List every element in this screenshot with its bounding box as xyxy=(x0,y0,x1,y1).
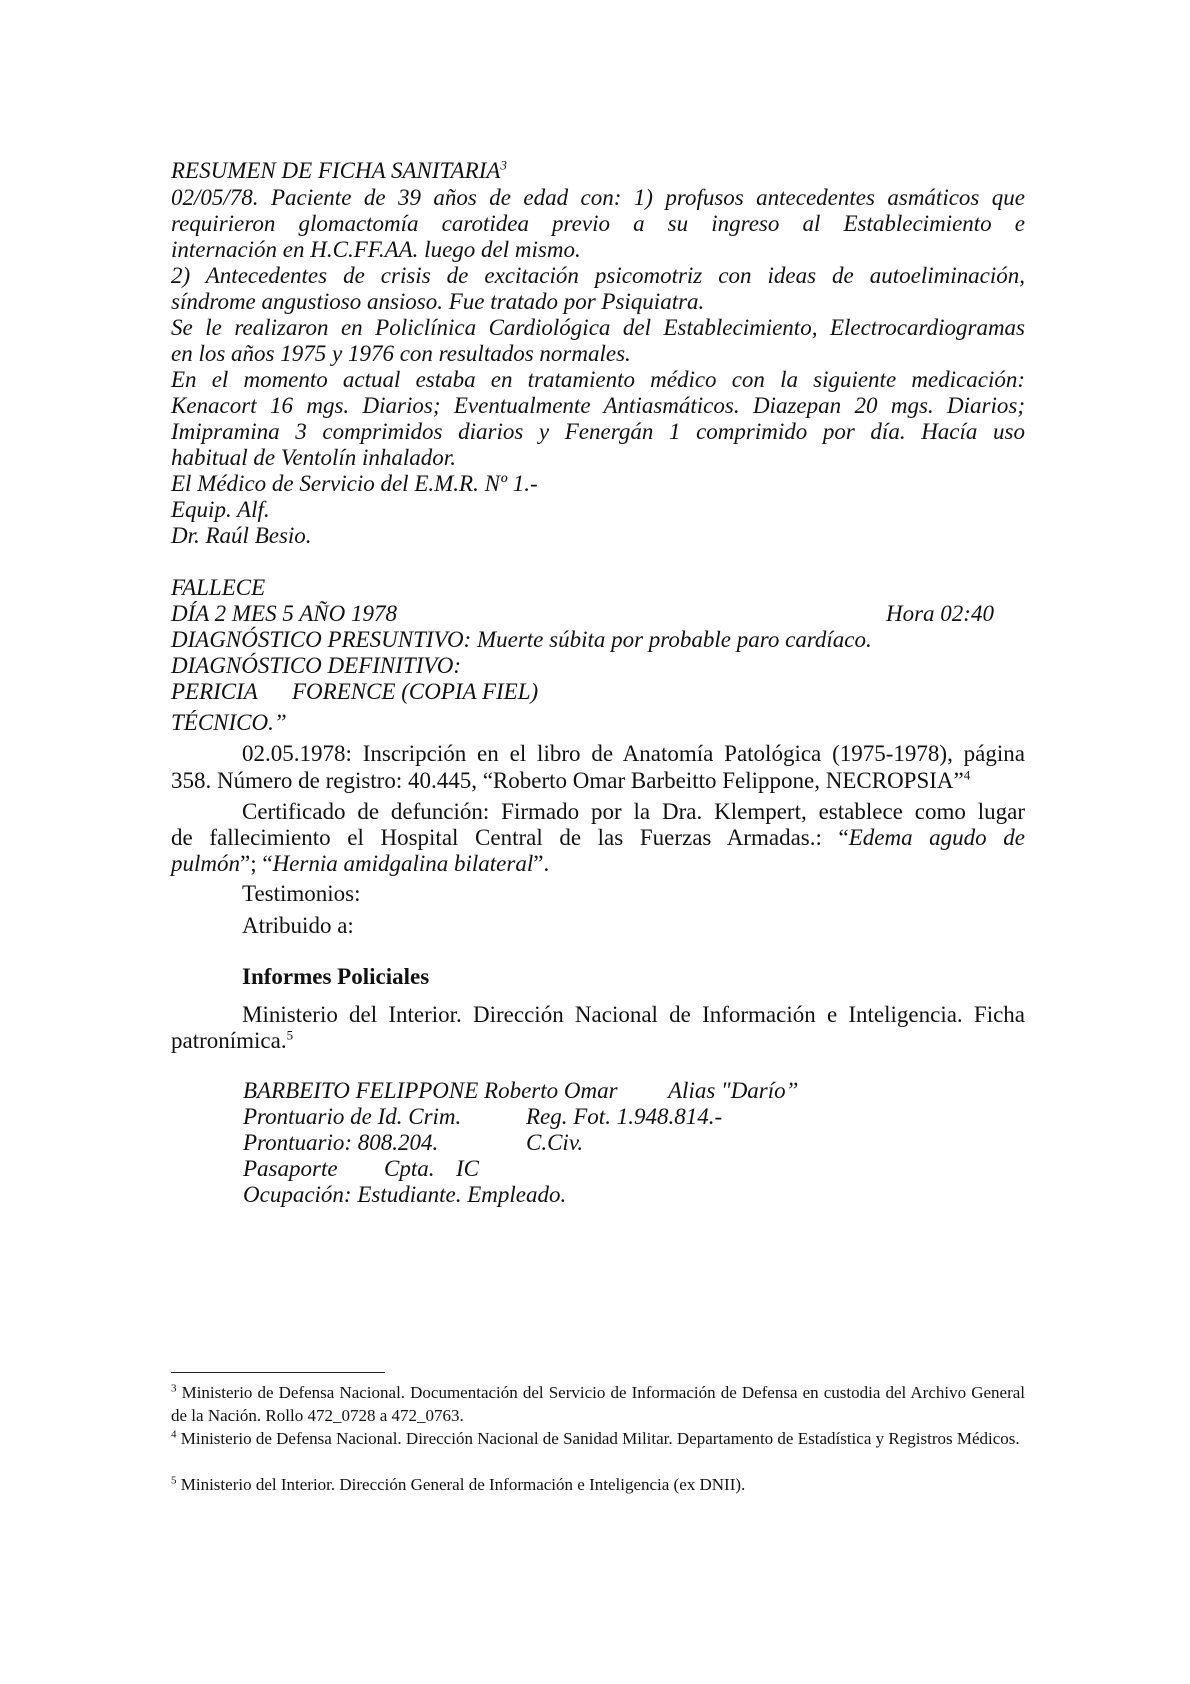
ficha-pasaporte: Pasaporte xyxy=(243,1156,338,1181)
fallece-time: Hora 02:40 xyxy=(886,601,994,626)
ficha-p2-line1: 2) Antecedentes de crisis de excitación psicomotriz con ideas de autoeliminación, xyxy=(171,263,1025,288)
footnote-5: $^5$ Ministerio del Interior. Dirección General de Información e Inteligencia (ex DNII). xyxy=(171,1474,746,1494)
certificado-line1: Certificado de defunción: Firmado por la Dra. Klempert, establece como lugar xyxy=(242,799,1025,824)
ficha-p4-line4: habitual de Ventolín inhalador. xyxy=(171,445,456,470)
ficha-cpta: Cpta. xyxy=(384,1156,435,1181)
diagnostico-presuntivo: DIAGNÓSTICO PRESUNTIVO: Muerte súbita por probable paro cardíaco. xyxy=(171,627,872,652)
ficha-p2-line2: síndrome angustioso ansioso. Fue tratado por Psiquiatra. xyxy=(171,289,705,314)
fallece-date: DÍA 2 MES 5 AÑO 1978 xyxy=(171,601,397,626)
footnote-ref-5: 5 xyxy=(286,1027,294,1043)
signature-line-1: El Médico de Servicio del E.M.R. Nº 1.- xyxy=(171,471,538,496)
tecnico-text: TÉCNICO.” xyxy=(171,710,287,735)
ministerio-line2: patronímica.$^5$ xyxy=(171,1027,294,1053)
ficha-name: BARBEITO FELIPPONE Roberto Omar xyxy=(243,1078,618,1103)
ficha-alias: Alias "Darío” xyxy=(668,1078,799,1103)
pericia-label: PERICIA xyxy=(171,679,258,704)
ficha-p4-line1: En el momento actual estaba en tratamiento médico con la siguiente medicación: xyxy=(171,367,1025,392)
ficha-prontuario-id: Prontuario de Id. Crim. xyxy=(243,1104,462,1129)
pericia-text: FORENCE (COPIA FIEL) xyxy=(292,679,539,704)
ficha-reg-fot: Reg. Fot. 1.948.814.- xyxy=(526,1104,723,1129)
ficha-cciv: C.Civ. xyxy=(526,1130,584,1155)
signature-line-2: Equip. Alf. xyxy=(171,497,270,522)
footnote-ref-3: 3 xyxy=(500,157,507,173)
ficha-p1-line1: 02/05/78. Paciente de 39 años de edad con: 1) profusos antecedentes asmáticos que xyxy=(171,185,1025,210)
ficha-prontuario: Prontuario: 808.204. xyxy=(243,1130,439,1155)
informes-heading: Informes Policiales xyxy=(242,964,430,989)
fallece-heading: FALLECE xyxy=(171,575,266,600)
testimonios-label: Testimonios: xyxy=(242,881,361,906)
ficha-p1-line2: requirieron glomactomía carotidea previo a su ingreso al Establecimiento e xyxy=(171,211,1025,236)
inscripcion-line2: 358. Número de registro: 40.445, “Roberto Omar Barbeitto Felippone, NECROPSIA”$^4$ xyxy=(171,767,971,793)
footnote-3: $^3$ Ministerio de Defensa Nacional. Documentación del Servicio de Información de Defensa en custodia del Archivo General de la Nación. Rollo 472_0728 a 472_0763. xyxy=(171,1382,1025,1425)
atribuido-label: Atribuido a: xyxy=(242,913,354,938)
ministerio-line1: Ministerio del Interior. Dirección Nacional de Información e Inteligencia. Ficha xyxy=(242,1002,1025,1027)
ficha-ocupacion: Ocupación: Estudiante. Empleado. xyxy=(243,1182,567,1207)
ficha-title: RESUMEN DE FICHA SANITARIA$^3$ xyxy=(171,157,507,183)
diagnostico-definitivo: DIAGNÓSTICO DEFINITIVO: xyxy=(171,653,461,678)
certificado-line2: de fallecimiento el Hospital Central de las Fuerzas Armadas.: “Edema agudo de xyxy=(171,825,1026,850)
ficha-p4-line3: Imipramina 3 comprimidos diarios y Fenergán 1 comprimido por día. Hacía uso xyxy=(171,419,1025,444)
footnote-separator xyxy=(171,1372,385,1373)
ficha-p1-line3: internación en H.C.FF.AA. luego del mismo. xyxy=(171,237,581,262)
footnote-4: $^4$ Ministerio de Defensa Nacional. Dirección Nacional de Sanidad Militar. Departamento de Estadística y Registros Médicos. xyxy=(171,1428,1020,1448)
ficha-p4-line2: Kenacort 16 mgs. Diarios; Eventualmente Antiasmáticos. Diazepan 20 mgs. Diarios; xyxy=(171,393,1025,418)
certificado-line3: pulmón”; “Hernia amidgalina bilateral”. xyxy=(171,851,550,876)
inscripcion-line1: 02.05.1978: Inscripción en el libro de Anatomía Patológica (1975-1978), página xyxy=(242,741,1025,766)
ficha-p3-line1: Se le realizaron en Policlínica Cardiológica del Establecimiento, Electrocardiogramas xyxy=(171,315,1025,340)
signature-line-3: Dr. Raúl Besio. xyxy=(171,523,312,548)
footnote-ref-4: 4 xyxy=(963,767,971,783)
ficha-p3-line2: en los años 1975 y 1976 con resultados normales. xyxy=(171,341,631,366)
ficha-ic: IC xyxy=(456,1156,479,1181)
